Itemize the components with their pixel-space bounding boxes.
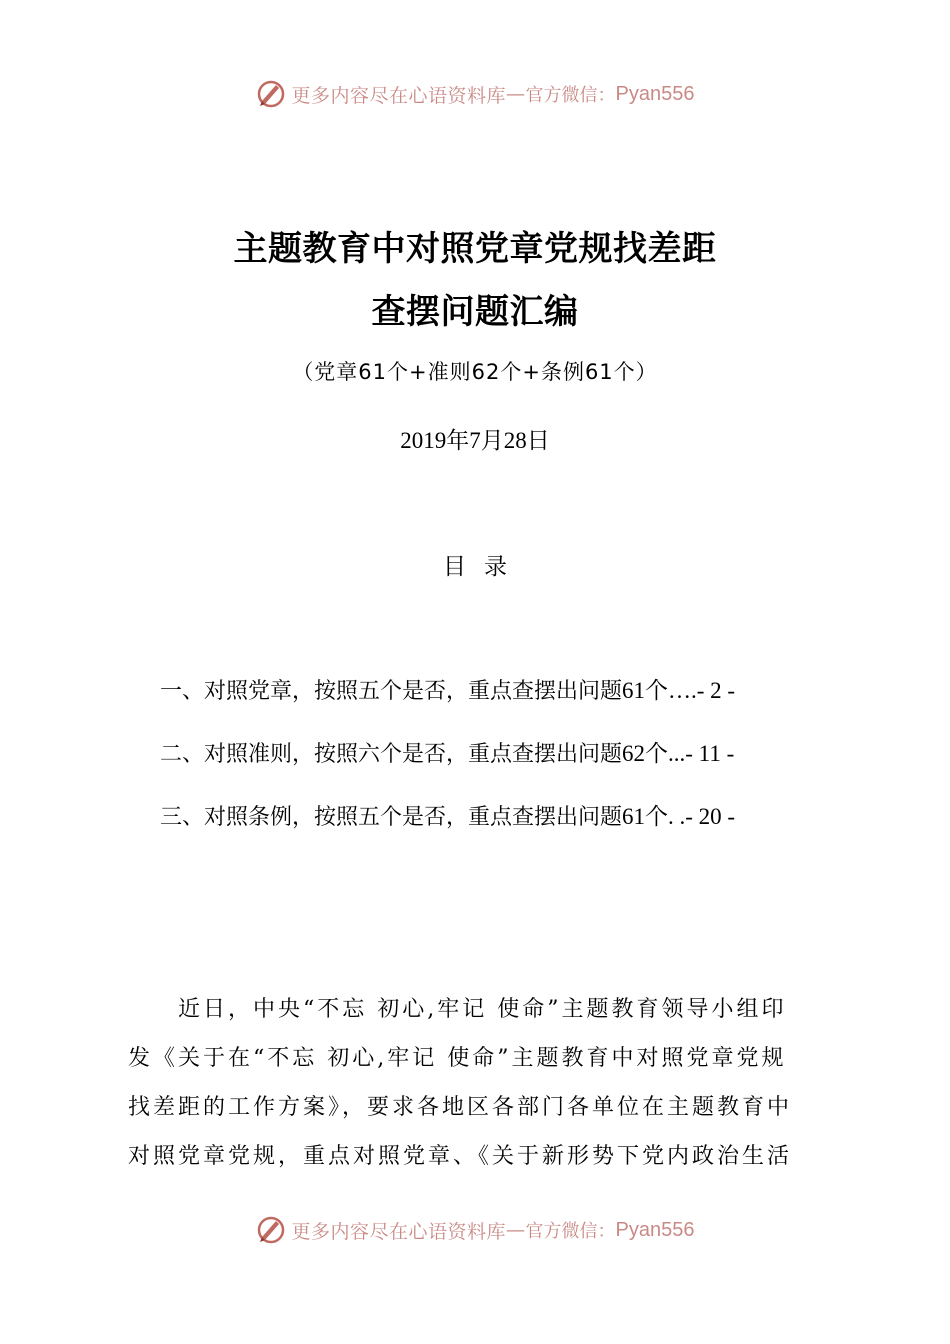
toc-item-text: 三、对照条例，按照五个是否，重点查摆出问题 [160,805,623,830]
pen-circle-logo-icon [256,79,286,109]
watermark-wechat-id: Pyan556 [615,82,695,105]
watermark-footer [0,1210,950,1250]
watermark-label: 官方微信： [525,85,616,106]
body-line: 近日，中央“不忘 初心,牢记 使命”主题教育领导小组印 [178,997,787,1022]
watermark-header [0,74,950,114]
watermark-separator: — [506,1219,526,1241]
toc-item-count: 62 [622,741,646,766]
toc-item-text: 二、对照准则，按照六个是否，重点查摆出问题 [160,742,623,767]
watermark-separator: — [506,83,526,105]
document-title-line2: 查摆问题汇编 [371,292,579,332]
watermark-label: 官方微信： [525,1221,616,1242]
document-date: 2019年7月28日 [400,428,550,453]
toc-item-page: 个….- 2 - [645,678,736,703]
watermark-wechat-id: Pyan556 [615,1218,695,1241]
toc-item-page: 个. .- 20 - [645,804,736,829]
toc-item-text: 一、对照党章，按照五个是否，重点查摆出问题 [160,679,623,704]
toc-item-2[interactable] [160,735,734,768]
toc-item-count: 61 [622,678,646,703]
toc-item-3[interactable] [160,798,735,831]
document-title-line1: 主题教育中对照党章党规找差距 [233,229,717,269]
body-paragraph [128,985,828,1181]
toc-item-1[interactable] [160,672,735,705]
toc-item-page: 个...- 11 - [645,741,735,766]
body-line: 发《关于在“不忘 初心,牢记 使命”主题教育中对照党章党规 [128,1046,787,1071]
toc-item-count: 61 [622,804,646,829]
body-line: 找差距的工作方案》，要求各地区各部门各单位在主题教育中 [128,1095,793,1120]
toc-heading: 目录 [443,554,525,580]
body-line: 对照党章党规，重点对照党章、《关于新形势下党内政治生活 [128,1144,793,1169]
document-subtitle: （党章61个+准则62个+条例61个） [292,360,658,384]
watermark-text: 更多内容尽在心语资料库 [291,1220,507,1243]
pen-circle-logo-icon [256,1215,286,1245]
watermark-text: 更多内容尽在心语资料库 [291,84,507,107]
